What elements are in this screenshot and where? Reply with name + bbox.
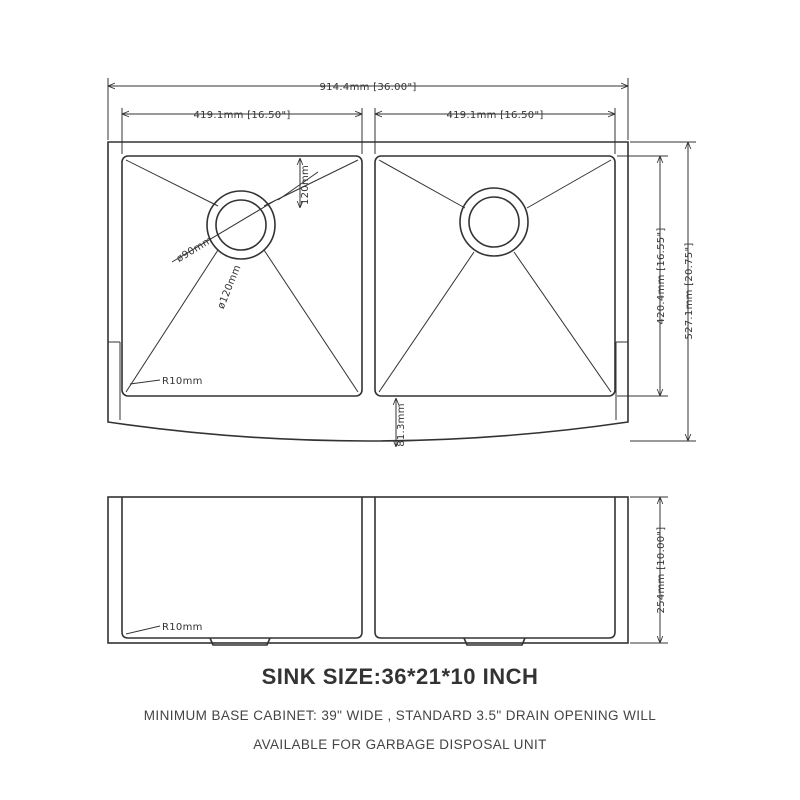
left-bowl-side xyxy=(122,497,362,638)
cabinet-note-line2: AVAILABLE FOR GARBAGE DISPOSAL UNIT xyxy=(253,737,547,752)
drain-offset-leader xyxy=(278,172,318,200)
left-drain-flange xyxy=(210,638,270,645)
left-drain-inner xyxy=(216,200,266,250)
drain-diameter-label: ø90mm xyxy=(174,234,215,265)
cabinet-note-line1: MINIMUM BASE CABINET: 39" WIDE , STANDARD 3.5" DRAIN OPENING WILL xyxy=(143,708,657,723)
right-bowl-width-label: 419.1mm [16.50"] xyxy=(446,110,544,121)
sink-size-title: SINK SIZE:36*21*10 INCH xyxy=(261,664,539,689)
overall-width-label: 914.4mm [36.00"] xyxy=(319,82,417,93)
overall-depth-label: 527.1mm [20.75"] xyxy=(684,242,695,340)
drain-offset-label: 120mm xyxy=(300,164,311,206)
drain-distance-label: ø120mm xyxy=(215,263,244,311)
left-bowl-width-label: 419.1mm [16.50"] xyxy=(193,110,291,121)
corner-radius-leader xyxy=(130,380,160,384)
right-drain-inner xyxy=(469,197,519,247)
corner-radius-side-label: R10mm xyxy=(162,622,203,633)
left-drain-outer xyxy=(207,191,275,259)
apron-offset-label: 81.3mm xyxy=(396,403,407,447)
right-bowl-side xyxy=(375,497,615,638)
right-drain-flange xyxy=(464,638,525,645)
right-bowl xyxy=(375,156,615,396)
top-view xyxy=(108,78,696,447)
bowl-depth-label: 420.4mm [16.55"] xyxy=(656,227,667,325)
left-bowl xyxy=(122,156,362,396)
corner-radius-top-label: R10mm xyxy=(162,376,203,387)
side-radius-leader xyxy=(126,626,160,634)
bowl-height-label: 254mm [10.00"] xyxy=(656,526,667,614)
right-drain-outer xyxy=(460,188,528,256)
